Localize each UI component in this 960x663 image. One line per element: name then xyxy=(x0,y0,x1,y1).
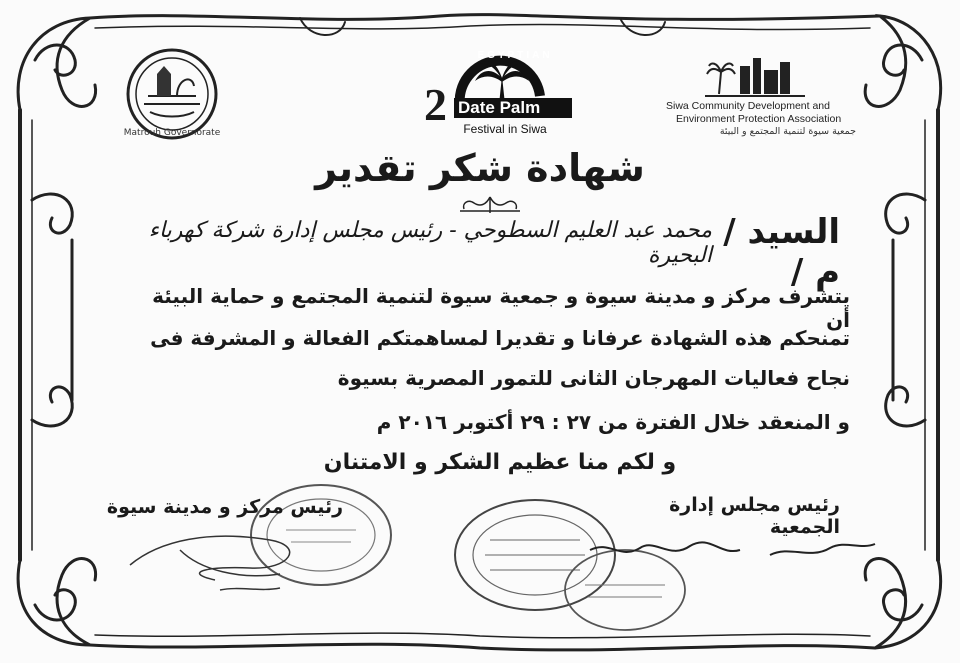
thanks-line: و لكم منا عظيم الشكر و الامتنان xyxy=(323,450,677,475)
association-logo-icon xyxy=(705,52,805,100)
association-name-line1: Siwa Community Development and xyxy=(666,100,830,112)
honoree-name: محمد عبد العليم السطوحي - رئيس مجلس إدارة شركة كهرباء البحيرة xyxy=(148,218,712,268)
body-line: نجاح فعاليات المهرجان الثانى للتمور المصرية بسيوة xyxy=(337,366,850,390)
association-name-line2: Environment Protection Association xyxy=(676,113,842,125)
body-line: و المنعقد خلال الفترة من ٢٧ : ٢٩ أكتوبر ٢٠١٦ م xyxy=(376,410,850,434)
signatory-title-right: رئيس مجلس إدارة الجمعية xyxy=(669,494,840,538)
certificate-title: شهادة شكر تقدير xyxy=(315,146,645,190)
body-line: يتشرف مركز و مدينة سيوة و جمعية سيوة لتنمية المجتمع و حماية البيئة أن xyxy=(152,284,850,332)
handwritten-signature-icon xyxy=(120,510,320,600)
body-line: تمنحكم هذه الشهادة عرفانا و تقديرا لمساهمتكم الفعالة و المشرفة فى xyxy=(150,326,850,350)
festival-name: Date Palm xyxy=(454,98,572,118)
festival-number: 2 xyxy=(424,79,447,130)
association-name-arabic: جمعية سيوة لتنمية المجتمع و البيئة xyxy=(719,126,856,137)
governorate-caption: Matrouh Governorate xyxy=(123,128,221,138)
signatory-title-left: رئيس مركز و مدينة سيوة xyxy=(106,496,344,518)
honoree-label: السيد / م / xyxy=(723,212,840,292)
ornament-scroll-icon xyxy=(450,193,530,215)
festival-subtitle: Festival in Siwa xyxy=(463,122,547,136)
festival-arc-text: EGYPTIAN xyxy=(477,50,553,61)
